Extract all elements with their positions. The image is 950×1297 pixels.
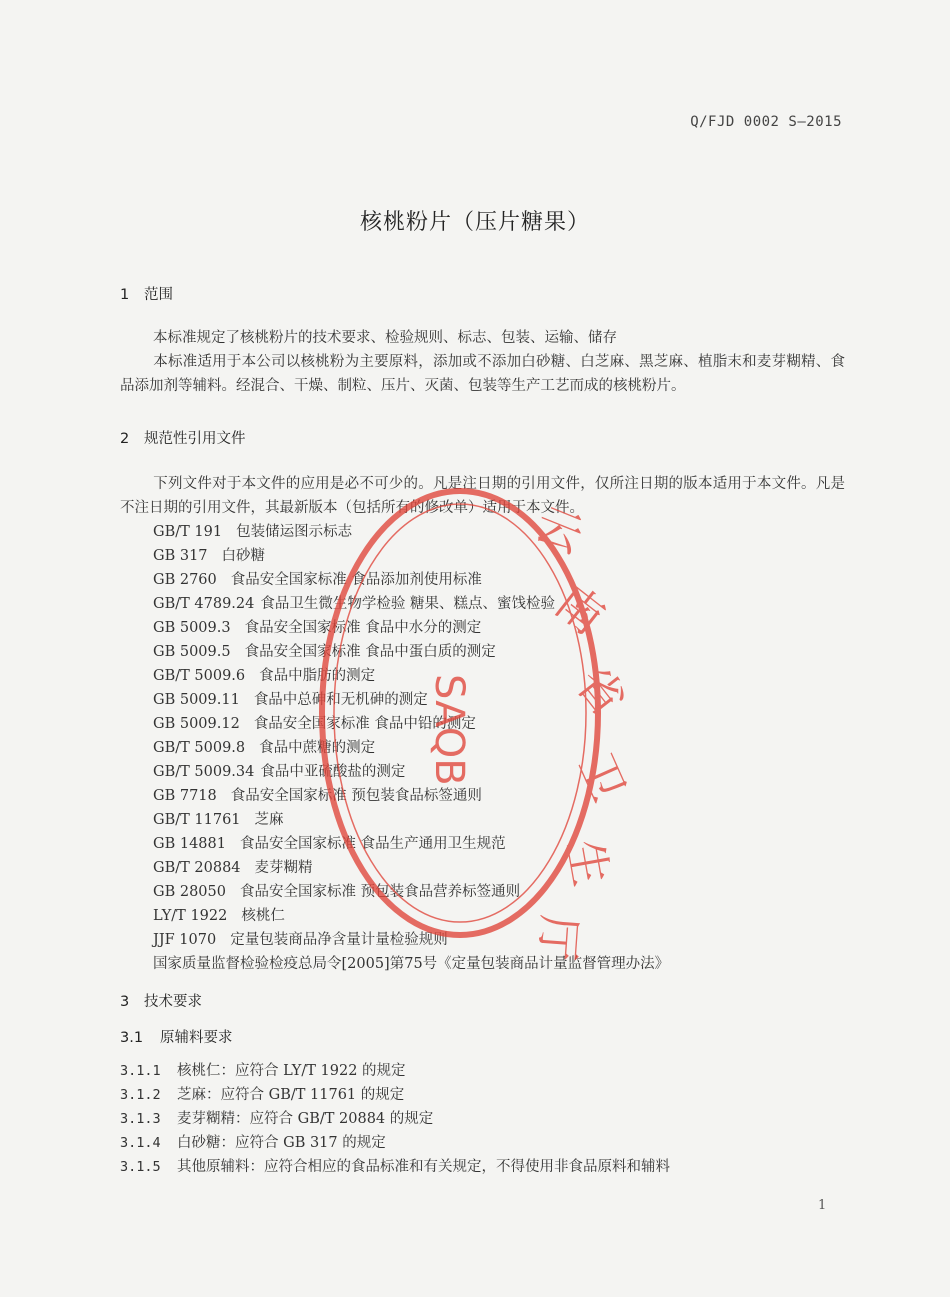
reference-code: GB/T 11761 xyxy=(153,812,241,828)
reference-title: 白砂糖 xyxy=(221,548,266,564)
reference-title: 食品卫生微生物学检验 糖果、糕点、蜜饯检验 xyxy=(260,596,555,612)
section-number: 2 xyxy=(120,431,130,447)
reference-title: 食品安全国家标准 预包装食品标签通则 xyxy=(230,788,482,804)
page-number: 1 xyxy=(818,1198,827,1213)
reference-title: 食品中亚硫酸盐的测定 xyxy=(260,764,406,780)
section-number: 3 xyxy=(120,994,130,1010)
scope-paragraph-1 xyxy=(120,326,845,350)
reference-title: 食品安全国家标准 食品中铅的测定 xyxy=(253,716,476,732)
svg-text:南: 南 xyxy=(545,574,615,645)
reference-code: GB/T 5009.6 xyxy=(153,668,246,684)
svg-text:SAQB: SAQB xyxy=(426,674,472,786)
reference-code: GB 317 xyxy=(153,548,208,564)
reference-code: GB/T 5009.34 xyxy=(153,764,255,780)
reference-code: GB/T 20884 xyxy=(153,860,241,876)
reference-code: GB 28050 xyxy=(153,884,226,900)
section-title: 技术要求 xyxy=(144,994,202,1010)
svg-text:云: 云 xyxy=(527,496,591,564)
reference-title: 芝麻 xyxy=(254,812,284,828)
reference-code: LY/T 1922 xyxy=(153,908,228,924)
section-number: 1 xyxy=(120,287,130,303)
svg-text:卫: 卫 xyxy=(567,745,636,810)
reference-code: GB/T 4789.24 xyxy=(153,596,255,612)
reference-title: 《定量包装商品计量监督管理办法》 xyxy=(437,956,670,972)
reference-title: 食品安全国家标准 食品中蛋白质的测定 xyxy=(244,644,496,660)
clause-list xyxy=(120,1059,670,1179)
reference-code: GB/T 5009.8 xyxy=(153,740,246,756)
scope-text-2: 本标准适用于本公司以核桃粉为主要原料，添加或不添加白砂糖、白芝麻、黑芝麻、植脂末和麦芽糊精、食品添加剂等辅料。经混合、干燥、制粒、压片、灭菌、包装等生产工艺而成的核桃粉片。 xyxy=(120,354,845,394)
svg-text:生: 生 xyxy=(557,835,619,891)
reference-code: GB 5009.11 xyxy=(153,692,240,708)
subsection-title: 原辅料要求 xyxy=(160,1030,233,1046)
clause-number: 3.1.2 xyxy=(120,1087,161,1103)
svg-text:厅: 厅 xyxy=(529,913,587,963)
reference-code: GB 5009.12 xyxy=(153,716,240,732)
reference-title: 食品中蔗糖的测定 xyxy=(259,740,376,756)
clause-number: 3.1.3 xyxy=(120,1111,161,1127)
reference-item xyxy=(153,952,669,976)
official-seal-stamp xyxy=(310,478,637,963)
clause-item xyxy=(120,1083,670,1107)
scope-text-1: 本标准规定了核桃粉片的技术要求、检验规则、标志、包装、运输、储存 xyxy=(153,330,617,346)
reference-code: 国家质量监督检验检疫总局令[2005]第75号 xyxy=(153,956,438,972)
reference-title: 包装储运图示标志 xyxy=(236,524,353,540)
svg-text:省: 省 xyxy=(565,656,637,727)
reference-title: 核桃仁 xyxy=(241,908,285,924)
section-3-heading xyxy=(120,990,202,1011)
reference-code: GB/T 191 xyxy=(153,524,223,540)
section-title: 范围 xyxy=(144,287,173,303)
clause-item xyxy=(120,1131,670,1155)
clause-number: 3.1.1 xyxy=(120,1063,161,1079)
subsection-number: 3.1 xyxy=(120,1030,144,1046)
clause-item xyxy=(120,1155,670,1179)
clause-text: 其他原辅料：应符合相应的食品标准和有关规定，不得使用非食品原料和辅料 xyxy=(177,1159,670,1175)
reference-title: 食品安全国家标准 预包装食品营养标签通则 xyxy=(239,884,521,900)
reference-title: 定量包装商品净含量计量检验规则 xyxy=(230,932,448,948)
section-2-heading xyxy=(120,427,246,448)
reference-title: 麦芽糊精 xyxy=(254,860,313,876)
reference-code: GB 5009.5 xyxy=(153,644,231,660)
reference-code: GB 7718 xyxy=(153,788,217,804)
reference-title: 食品安全国家标准 食品生产通用卫生规范 xyxy=(239,836,506,852)
section-1-heading xyxy=(120,283,173,304)
seal-lettering xyxy=(426,496,636,963)
clause-text: 核桃仁：应符合 LY/T 1922 的规定 xyxy=(177,1063,406,1079)
reference-code: GB 14881 xyxy=(153,836,226,852)
section-title: 规范性引用文件 xyxy=(144,431,246,447)
reference-title: 食品安全国家标准 食品添加剂使用标准 xyxy=(230,572,482,588)
reference-code: JJF 1070 xyxy=(153,932,217,948)
clause-number: 3.1.5 xyxy=(120,1159,161,1175)
reference-title: 食品中总砷和无机砷的测定 xyxy=(253,692,428,708)
reference-code: GB 2760 xyxy=(153,572,217,588)
clause-text: 芝麻：应符合 GB/T 11761 的规定 xyxy=(177,1087,405,1103)
clause-item xyxy=(120,1107,670,1131)
normative-intro-text: 下列文件对于本文件的应用是必不可少的。凡是注日期的引用文件，仅所注日期的版本适用于本文件。凡是不注日期的引用文件，其最新版本（包括所有的修改单）适用于本文件。 xyxy=(120,476,845,516)
scope-paragraph-2 xyxy=(120,350,845,398)
standard-code: Q/FJD 0002 S—2015 xyxy=(690,114,842,130)
clause-text: 麦芽糊精：应符合 GB/T 20884 的规定 xyxy=(177,1111,434,1127)
reference-title: 食品中脂肪的测定 xyxy=(259,668,376,684)
clause-number: 3.1.4 xyxy=(120,1135,161,1151)
document-title: 核桃粉片（压片糖果） xyxy=(359,210,590,235)
subsection-3-1-heading xyxy=(120,1026,233,1047)
clause-text: 白砂糖：应符合 GB 317 的规定 xyxy=(177,1135,386,1151)
reference-title: 食品安全国家标准 食品中水分的测定 xyxy=(244,620,482,636)
reference-code: GB 5009.3 xyxy=(153,620,231,636)
clause-item xyxy=(120,1059,670,1083)
